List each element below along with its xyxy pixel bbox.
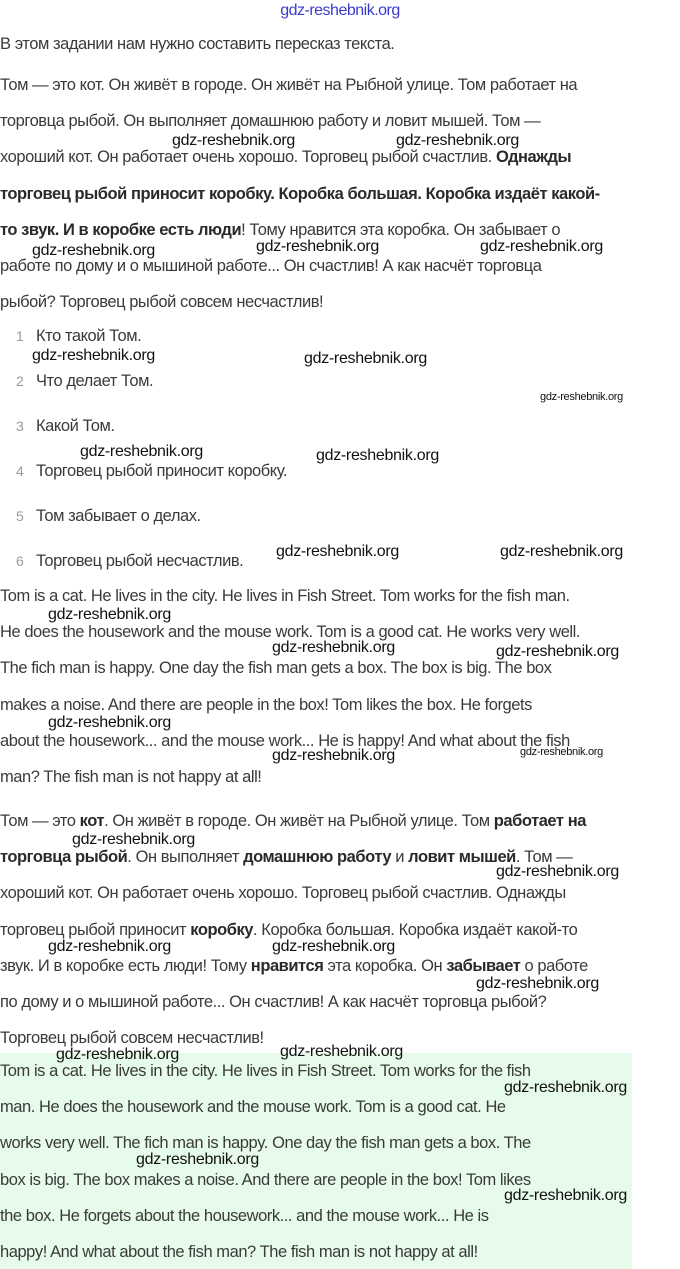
english-final-line bbox=[0, 1097, 506, 1117]
russian-highlighted-line bbox=[0, 956, 588, 976]
watermark: gdz-reshebnik.org bbox=[272, 938, 395, 955]
text-segment: He does the housework and the mouse work. Tom is a good cat. He works very well. bbox=[0, 623, 580, 642]
text-segment: Торговец рыбой совсем несчастлив! bbox=[0, 1029, 264, 1048]
russian-text-line bbox=[0, 147, 571, 167]
english-final-line bbox=[0, 1242, 478, 1262]
question-number: 5 bbox=[16, 508, 24, 524]
watermark: gdz-reshebnik.org bbox=[304, 350, 427, 367]
watermark: gdz-reshebnik.org bbox=[504, 1079, 627, 1096]
watermark: gdz-reshebnik.org bbox=[504, 1187, 627, 1204]
bold-text: торговец рыбой приносит коробку. Коробка большая. Коробка издаёт какой- bbox=[0, 184, 600, 203]
question-item: Торговец рыбой приносит коробку. bbox=[36, 462, 288, 480]
english-text-line bbox=[0, 586, 570, 606]
question-number: 2 bbox=[16, 373, 24, 389]
text-segment: о работе bbox=[520, 956, 588, 975]
watermark: gdz-reshebnik.org bbox=[280, 1043, 403, 1060]
watermark: gdz-reshebnik.org bbox=[72, 831, 195, 848]
text-segment: хороший кот. Он работает очень хорошо. Торговец рыбой счастлив. Однажды bbox=[0, 884, 566, 903]
watermark-header: gdz-reshebnik.org bbox=[280, 2, 400, 19]
text-segment: The fich man is happy. One day the fish man gets a box. The box is big. The box bbox=[0, 659, 552, 678]
text-segment: works very well. The fich man is happy. One day the fish man gets a box. The bbox=[0, 1134, 531, 1153]
watermark: gdz-reshebnik.org bbox=[48, 938, 171, 955]
english-text-line bbox=[0, 658, 551, 678]
text-segment: звук. И в коробке есть люди! Тому bbox=[0, 956, 251, 975]
question-item: Торговец рыбой несчастлив. bbox=[36, 552, 244, 570]
bold-text: ловит мышей bbox=[408, 848, 516, 867]
watermark: gdz-reshebnik.org bbox=[500, 543, 623, 560]
watermark: gdz-reshebnik.org bbox=[540, 391, 623, 403]
watermark: gdz-reshebnik.org bbox=[496, 643, 619, 660]
russian-text-line bbox=[0, 184, 600, 204]
watermark: gdz-reshebnik.org bbox=[480, 238, 603, 255]
text-segment: торговец рыбой приносит bbox=[0, 920, 191, 939]
russian-highlighted-line bbox=[0, 847, 572, 867]
english-text-line bbox=[0, 767, 261, 787]
watermark: gdz-reshebnik.org bbox=[172, 132, 295, 149]
watermark: gdz-reshebnik.org bbox=[48, 606, 171, 623]
text-segment: makes a noise. And there are people in the box! Tom likes the box. He forgets bbox=[0, 695, 532, 714]
russian-text-line bbox=[0, 220, 560, 240]
english-final-line bbox=[0, 1206, 489, 1226]
watermark: gdz-reshebnik.org bbox=[80, 443, 203, 460]
text-segment: работе по дому и о мышиной работе... Он счастлив! А как насчёт торговца bbox=[0, 257, 542, 275]
watermark: gdz-reshebnik.org bbox=[276, 543, 399, 560]
bold-text: коробку bbox=[190, 920, 254, 939]
text-segment: Tom is a cat. He lives in the city. He lives in Fish Street. Tom works for the fish bbox=[0, 1062, 531, 1080]
english-final-line bbox=[0, 1061, 531, 1081]
question-item: Какой Том. bbox=[36, 417, 115, 435]
text-segment: . Том — bbox=[515, 848, 573, 867]
bold-text: то звук. И в коробке есть люди bbox=[0, 220, 242, 239]
text-segment: Tom is a cat. He lives in the city. He lives in Fish Street. Tom works for the fish man. bbox=[0, 587, 570, 605]
watermark: gdz-reshebnik.org bbox=[56, 1046, 179, 1063]
russian-highlighted-line bbox=[0, 811, 586, 831]
question-item: Том забывает о делах. bbox=[36, 507, 201, 525]
watermark: gdz-reshebnik.org bbox=[476, 975, 599, 992]
text-segment: . Коробка большая. Коробка издаёт какой-то bbox=[253, 920, 578, 939]
watermark: gdz-reshebnik.org bbox=[396, 132, 519, 149]
watermark: gdz-reshebnik.org bbox=[272, 747, 395, 764]
bold-text: кот bbox=[79, 812, 105, 830]
text-segment: эта коробка. Он bbox=[323, 956, 447, 975]
text-segment: man? The fish man is not happy at all! bbox=[0, 768, 262, 786]
watermark: gdz-reshebnik.org bbox=[272, 639, 395, 656]
question-number: 3 bbox=[16, 418, 24, 434]
english-final-line bbox=[0, 1133, 531, 1153]
watermark: gdz-reshebnik.org bbox=[496, 863, 619, 880]
russian-text-line bbox=[0, 75, 577, 95]
watermark: gdz-reshebnik.org bbox=[32, 242, 155, 259]
bold-text: забывает bbox=[446, 956, 521, 975]
russian-text-line bbox=[0, 292, 323, 312]
text-segment: . Он выполняет bbox=[127, 848, 244, 867]
bold-text: торговца рыбой bbox=[0, 848, 128, 867]
text-segment: box is big. The box makes a noise. And there are people in the box! Tom likes bbox=[0, 1170, 531, 1189]
text-segment: Том — это кот. Он живёт в городе. Он живёт на Рыбной улице. Том работает на bbox=[0, 76, 578, 94]
russian-highlighted-line bbox=[0, 883, 566, 903]
watermark: gdz-reshebnik.org bbox=[256, 238, 379, 255]
text-segment: . Он живёт в городе. Он живёт на Рыбной улице. Том bbox=[104, 812, 494, 830]
bold-text: домашнюю работу bbox=[243, 848, 392, 867]
text-segment: about the housework... and the mouse work... He is happy! And what about the fish bbox=[0, 731, 570, 750]
text-segment: the box. He forgets about the housework... and the mouse work... He is bbox=[0, 1206, 489, 1225]
text-segment: Том — это bbox=[0, 812, 80, 830]
watermark: gdz-reshebnik.org bbox=[32, 347, 155, 364]
watermark: gdz-reshebnik.org bbox=[520, 746, 603, 758]
bold-text: работает на bbox=[493, 812, 586, 830]
text-segment: торговца рыбой. Он выполняет домашнюю работу и ловит мышей. Том — bbox=[0, 112, 541, 131]
text-segment: ! Тому нравится эта коробка. Он забывает о bbox=[241, 220, 561, 239]
text-segment: happy! And what about the fish man? The fish man is not happy at all! bbox=[0, 1243, 478, 1261]
text-segment: по дому и о мышиной работе... Он счастлив! А как насчёт торговца рыбой? bbox=[0, 993, 547, 1011]
text-segment: и bbox=[391, 848, 409, 867]
russian-highlighted-line bbox=[0, 992, 546, 1012]
question-item: Что делает Том. bbox=[36, 372, 154, 390]
question-number: 6 bbox=[16, 553, 24, 569]
english-text-line bbox=[0, 695, 532, 715]
russian-text-line bbox=[0, 111, 540, 131]
question-item: Кто такой Том. bbox=[36, 327, 142, 345]
russian-highlighted-line bbox=[0, 920, 577, 940]
english-final-line bbox=[0, 1170, 531, 1190]
bold-text: нравится bbox=[250, 956, 324, 975]
text-segment: хороший кот. Он работает очень хорошо. Торговец рыбой счастлив. bbox=[0, 148, 496, 167]
intro-text: В этом задании нам нужно составить пересказ текста. bbox=[0, 35, 395, 53]
watermark: gdz-reshebnik.org bbox=[48, 714, 171, 731]
watermark: gdz-reshebnik.org bbox=[316, 447, 439, 464]
bold-text: Однажды bbox=[495, 148, 572, 167]
text-segment: рыбой? Торговец рыбой совсем несчастлив! bbox=[0, 293, 324, 312]
question-number: 1 bbox=[16, 328, 24, 344]
question-number: 4 bbox=[16, 463, 24, 479]
watermark: gdz-reshebnik.org bbox=[136, 1151, 259, 1168]
text-segment: man. He does the housework and the mouse work. Tom is a good cat. He bbox=[0, 1098, 506, 1117]
